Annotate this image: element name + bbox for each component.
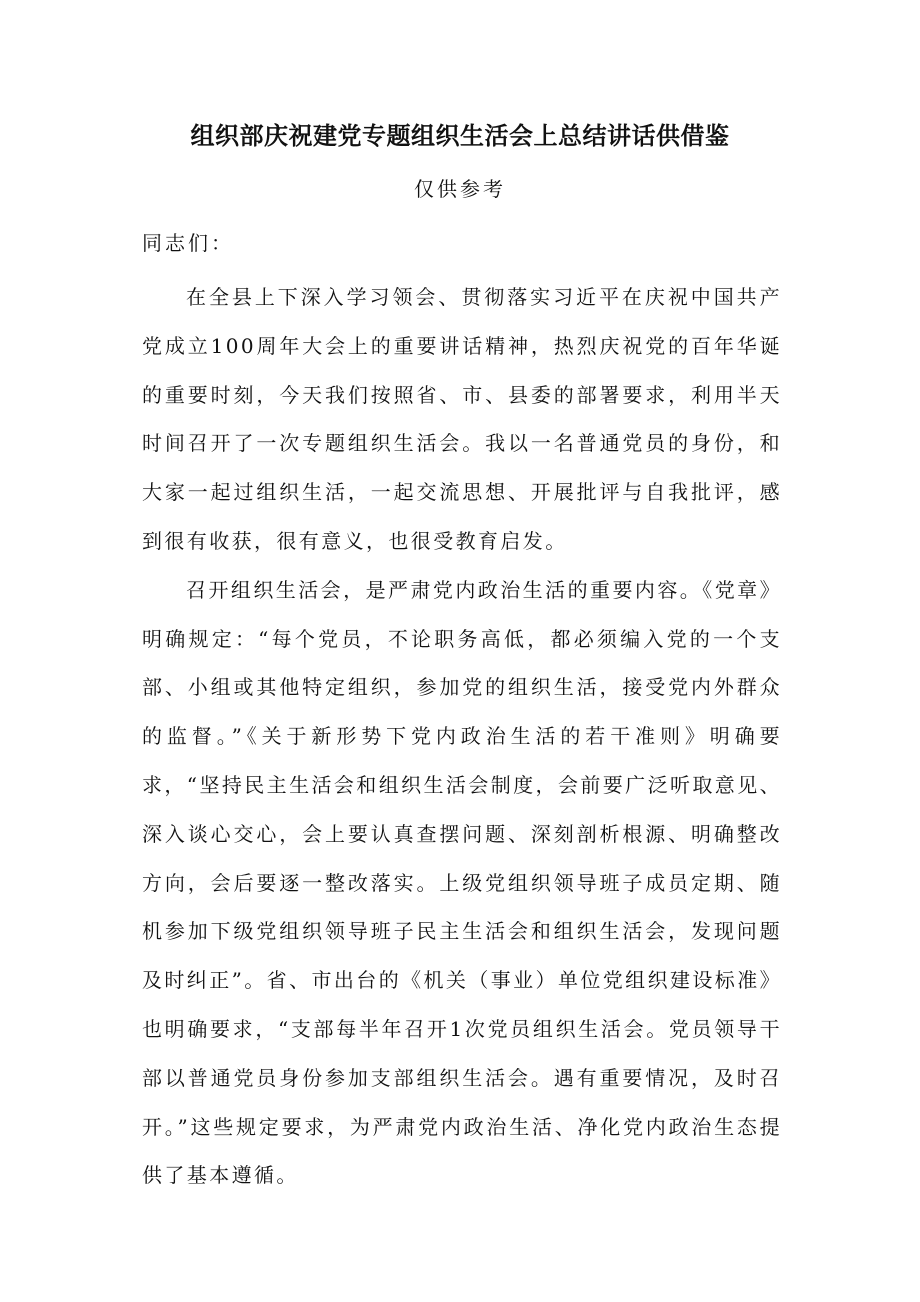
- paragraph-1: 在全县上下深入学习领会、贯彻落实习近平在庆祝中国共产党成立100周年大会上的重要讲话精神，热烈庆祝党的百年华诞的重要时刻，今天我们按照省、市、县委的部署要求，利用半天时间召开了一次专题组织生活会。我以一名普通党员的身份，和大家一起过组织生活，一起交流思想、开展批评与自我批评，感到很有收获，很有意义，也很受教育启发。: [142, 285, 782, 553]
- document-subtitle: 仅供参考: [414, 177, 506, 201]
- paragraph-2: 召开组织生活会，是严肃党内政治生活的重要内容。《党章》明确规定：“每个党员，不论职务高低，都必须编入党的一个支部、小组或其他特定组织，参加党的组织生活，接受党内外群众的监督。”《关于新形势下党内政治生活的若干准则》明确要求，“坚持民主生活会和组织生活会制度，会前要广泛听取意见、深入谈心交心，会上要认真查摆问题、深刻剖析根源、明确整改方向，会后要逐一整改落实。上级党组织领导班子成员定期、随机参加下级党组织领导班子民主生活会和组织生活会，发现问题及时纠正”。省、市出台的《机关（事业）单位党组织建设标准》也明确要求，“支部每半年召开1次党员组织生活会。党员领导干部以普通党员身份参加支部组织生活会。遇有重要情况，及时召开。”这些规定要求，为严肃党内政治生活、净化党内政治生态提供了基本遵循。: [142, 577, 782, 1188]
- salutation: 同志们：: [142, 231, 234, 255]
- document-title: 组织部庆祝建党专题组织生活会上总结讲话供借鉴: [190, 121, 730, 150]
- document-body: [142, 273, 782, 1200]
